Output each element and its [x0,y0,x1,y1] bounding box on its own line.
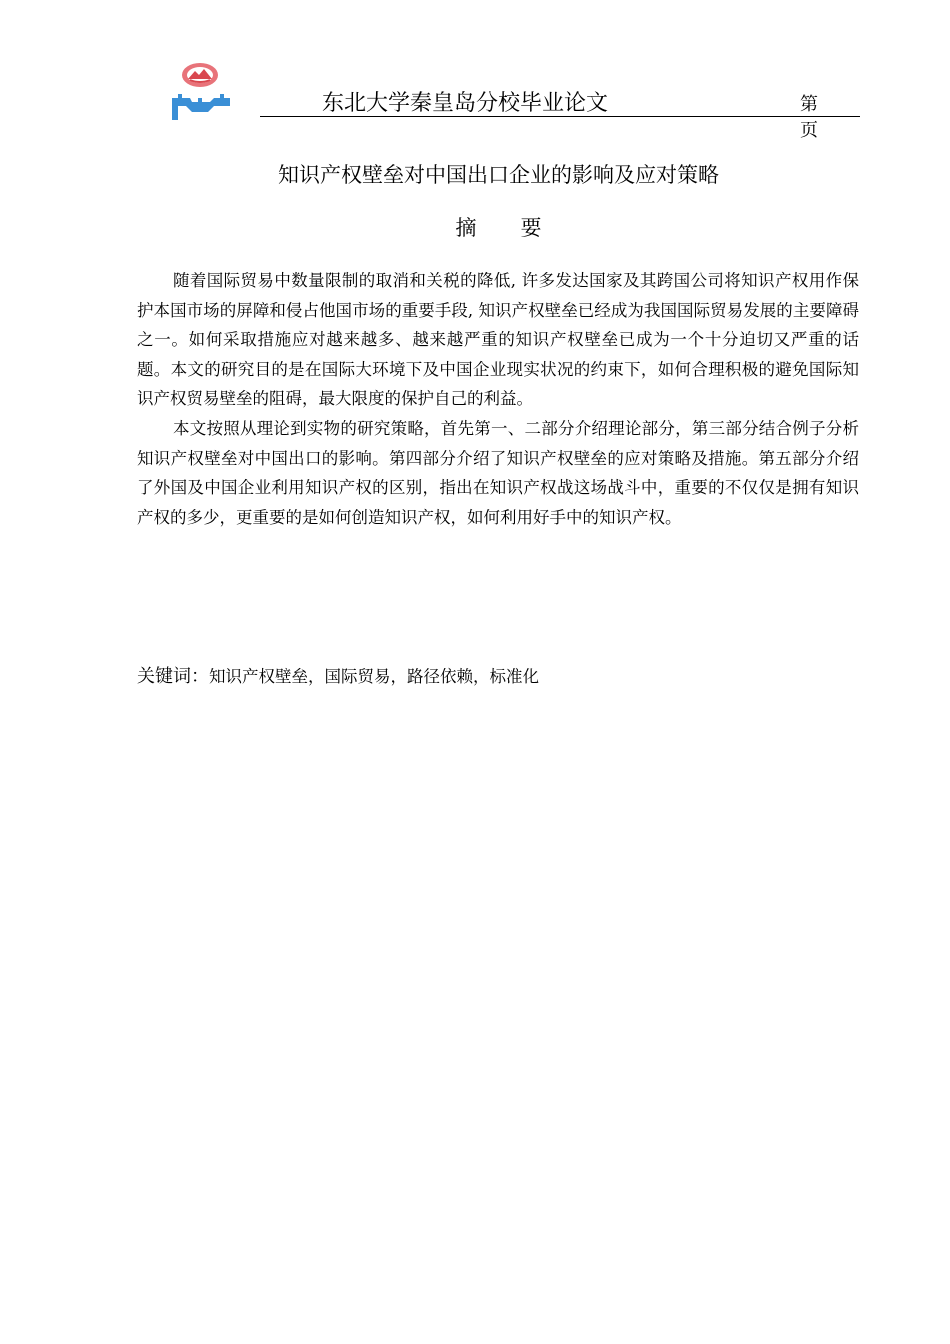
abstract-paragraph-2: 本文按照从理论到实物的研究策略，首先第一、二部分介绍理论部分，第三部分结合例子分析知识产权壁垒对中国出口的影响。第四部分介绍了知识产权壁垒的应对策略及措施。第五部分介绍了外国及中国企业利用知识产权的区别，指出在知识产权战这场战斗中，重要的不仅仅是拥有知识产权的多少，更重要的是如何创造知识产权，如何利用好手中的知识产权。 [137,418,859,527]
keywords-value: 知识产权壁垒，国际贸易，路径依赖，标准化 [209,667,539,686]
university-logo-icon [168,58,232,122]
keywords-line [137,662,859,692]
header-page-label: 第 页 [800,94,834,141]
abstract-body [137,266,859,532]
abstract-paragraph-1: 随着国际贸易中数量限制的取消和关税的降低, 许多发达国家及其跨国公司将知识产权用作保护本国市场的屏障和侵占他国市场的重要手段, 知识产权壁垒已经成为我国国际贸易发展的主要障碍之一。如何采取措施应对越来越多、越来越严重的知识产权壁垒已成为一个十分迫切又严重的话题。本文的研究目的是在国际大环境下及中国企业现实状况的约束下，如何合理积极的避免国际知识产权贸易壁垒的阻碍，最大限度的保护自己的利益。 [137,271,859,409]
abstract-heading: 摘要 [455,216,586,240]
paper-title: 知识产权壁垒对中国出口企业的影响及应对策略 [278,163,719,187]
keywords-label: 关键词： [137,666,209,687]
header-divider [260,116,860,117]
header-title: 东北大学秦皇岛分校毕业论文 [321,91,608,116]
